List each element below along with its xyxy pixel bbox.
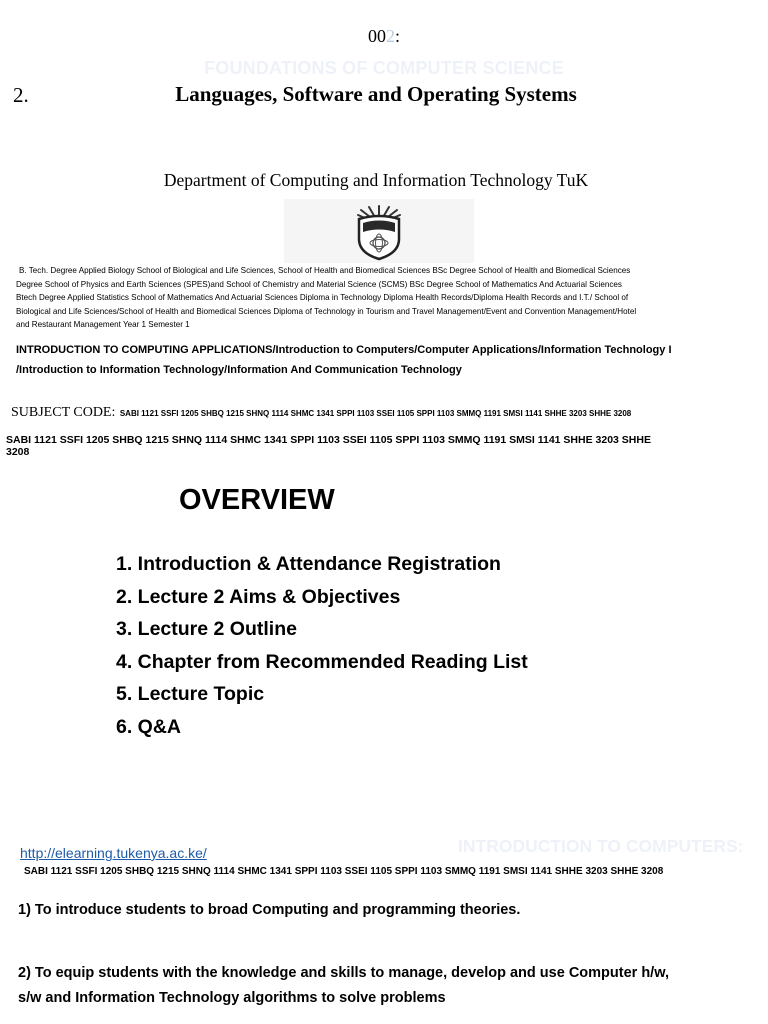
department-name: Department of Computing and Information Technology TuK [163, 170, 589, 190]
objective-line: 2) To equip students with the knowledge and skills to manage, develop and use Computer h/w, [18, 965, 669, 981]
overview-item: 2. Lecture 2 Aims & Objectives [116, 585, 401, 608]
programmes-line: Degree School of Physics and Earth Sciences (SPES)and School of Chemistry and Material Science (SCMS) BSc Degree School of Mathematics And Actuarial Sciences [16, 279, 622, 289]
watermark-bottom: INTRODUCTION TO COMPUTERS: [458, 836, 744, 856]
overview-list [116, 548, 528, 744]
subject-codes-line: SABI 1121 SSFI 1205 SHBQ 1215 SHNQ 1114 SHMC 1341 SPPI 1103 SSEI 1105 SPPI 1103 SMMQ 1191 SMSI 1141 SHHE 3203 SHHE [6, 434, 651, 446]
elearning-link[interactable]: http://elearning.tukenya.ac.ke/ [20, 845, 207, 861]
page-number-colon: : [394, 26, 400, 46]
watermark-top: FOUNDATIONS OF COMPUTER SCIENCE [204, 58, 564, 78]
tuk-crest-icon [349, 199, 409, 263]
section-number: 2. [13, 83, 29, 107]
page-number [0, 26, 768, 47]
programmes-list [16, 264, 756, 332]
overview-heading: OVERVIEW [179, 484, 335, 516]
overview-item: 4. Chapter from Recommended Reading List [116, 650, 528, 673]
objective-item: 1) To introduce students to broad Computing and programming theories. [18, 902, 521, 918]
subject-codes-line: 3208 [6, 446, 30, 458]
subject-code-row [11, 403, 761, 421]
overview-item: 3. Lecture 2 Outline [116, 618, 297, 641]
footer-subject-codes: SABI 1121 SSFI 1205 SHBQ 1215 SHNQ 1114 SHMC 1341 SPPI 1103 SSEI 1105 SPPI 1103 SMMQ 1191 SMSI 1141 SHHE 3203 SHHE 3208 [24, 866, 664, 877]
overview-item: 5. Lecture Topic [116, 683, 265, 706]
overview-item: 1. Introduction & Attendance Registration [116, 553, 501, 575]
programmes-line: Btech Degree Applied Statistics School of Mathematics And Actuarial Sciences Diploma in Technology Diploma Health Records/Diploma Health Records and I.T./ School of [16, 293, 629, 302]
programmes-line: B. Tech. Degree Applied Biology School of Biological and Life Sciences, School of Health and Biomedical Sciences BSc Degree School of Health and Biomedical Sciences [19, 266, 631, 275]
subject-codes-block [6, 434, 756, 458]
objective-line: s/w and Information Technology algorithms to solve problems [18, 989, 446, 1006]
lecture-title: Languages, Software and Operating Systems [175, 82, 577, 106]
subject-code-inline: SABI 1121 SSFI 1205 SHBQ 1215 SHNQ 1114 SHMC 1341 SPPI 1103 SSEI 1105 SPPI 1103 SMMQ 1191 SMSI 1141 SHHE 3203 SHHE 3208 [119, 409, 632, 418]
course-title-line: INTRODUCTION TO COMPUTING APPLICATIONS/Introduction to Computers/Computer Applications/Information Technology I [16, 344, 672, 356]
course-titles [16, 340, 756, 380]
page-number-suffix: 2 [385, 26, 395, 46]
objective-item [18, 961, 758, 1010]
page-number-prefix: 00 [367, 26, 386, 46]
programmes-line: and Restaurant Management Year 1 Semester 1 [16, 320, 190, 329]
university-logo [284, 199, 474, 263]
programmes-line: Biological and Life Sciences/School of Health and Biomedical Sciences Diploma of Technology in Tourism and Travel Management/Event and Convention Management/Hotel [16, 306, 637, 316]
subject-code-label: SUBJECT CODE: [11, 405, 116, 420]
course-title-line: /Introduction to Information Technology/Information And Communication Technology [16, 364, 462, 376]
overview-item: 6. Q&A [116, 715, 182, 738]
